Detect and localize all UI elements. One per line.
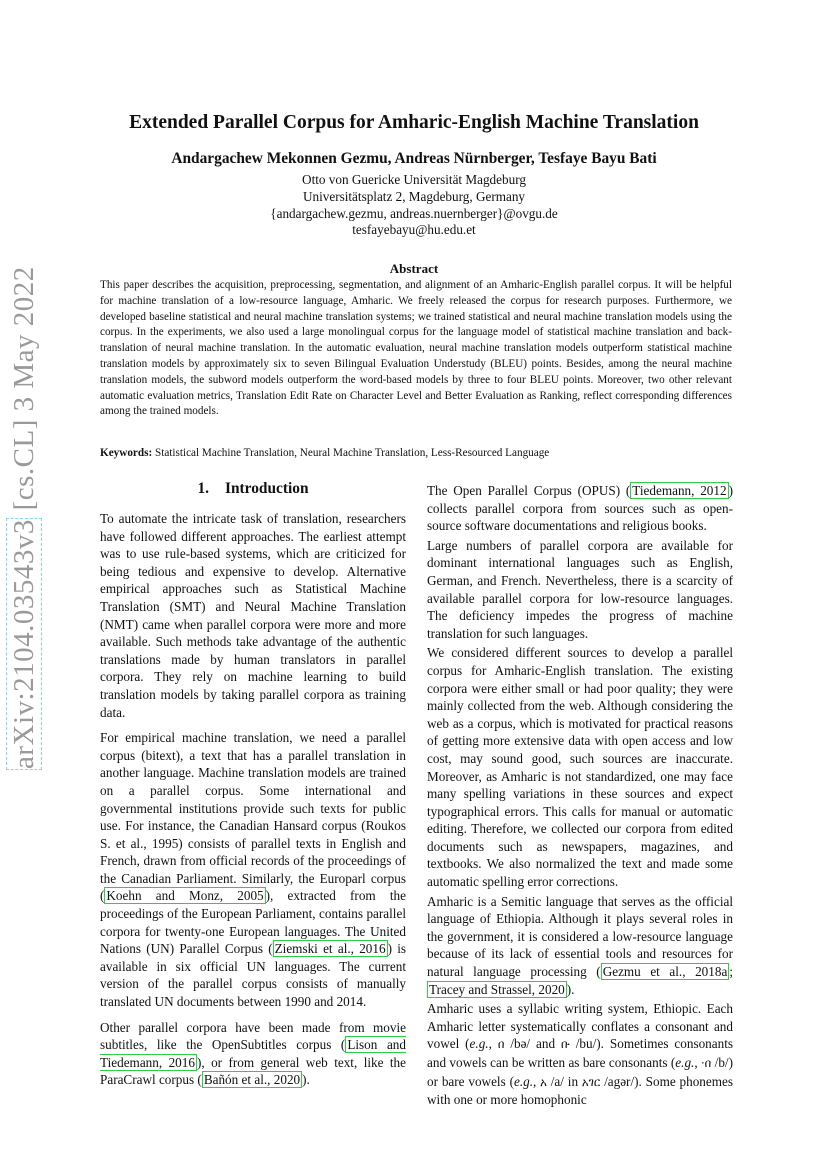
citation-link[interactable]: Bañón et al., 2020 [203, 1072, 301, 1088]
ethiopic-glyph: አ [540, 1074, 547, 1089]
paragraph [427, 1000, 733, 1109]
text-run: Amharic uses a syllabic writing system, Ethiopic. Each Amharic letter systematically conflates a consonant and vowel ( [427, 1001, 733, 1052]
text-run: /b/) or bare vowels ( [427, 1055, 733, 1089]
ethiopic-glyph: በ [497, 1037, 505, 1052]
paragraph [100, 729, 406, 1011]
paper-authors: Andargachew Mekonnen Gezmu, Andreas Nürnberger, Tesfaye Bayu Bati [171, 150, 657, 167]
affiliation-address: Universitätsplatz 2, Magdeburg, Germany [302, 189, 526, 204]
text-run: For empirical machine translation, we need a parallel corpus (bitext), a text that has a parallel translation in another language. Machine translation models are trained on a parallel corpus. Some international and governmental institutions provide such texts for public use. For instance, the Canadian Hansard corpus (Roukos S. et al., 1995) consists of parallel texts in English and French, drawn from official records of the proceedings of the Canadian Parliament. Similarly, the Europarl corpus ( [100, 730, 406, 904]
citation-link[interactable]: Lison and Tiedemann, 2016 [100, 1037, 406, 1070]
paragraph [427, 893, 733, 999]
text-run: /a/ in [546, 1073, 582, 1089]
arxiv-date: 3 May 2022 [8, 266, 40, 412]
citation-link[interactable]: Gezmu et al., 2018a [602, 964, 728, 980]
text-run: Amharic is a Semitic language that serves as the official language of Ethiopia. Although it plays several roles in the government, it is considered a low-resource language because of its lack of essential tools and resources for natural language processing ( [427, 893, 733, 980]
arxiv-category: [cs.CL] [8, 419, 40, 511]
section-number: 1. [197, 480, 209, 497]
text-run: ) collects parallel corpora from sources such as open-source software documentations and religious books. [427, 483, 733, 534]
keywords-text: Statistical Machine Translation, Neural Machine Translation, Less-Resourced Language [155, 447, 550, 459]
abstract-heading: Abstract [389, 261, 439, 276]
section-title: Introduction [225, 480, 309, 497]
affiliation-email-2: tesfayebayu@hu.edu.et [352, 222, 476, 237]
ethiopic-glyph: ·በ [701, 1056, 712, 1070]
citation-link[interactable]: Ziemski et al., 2016 [274, 941, 386, 957]
text-run: , [694, 1055, 702, 1070]
left-column [100, 510, 406, 1097]
arxiv-stamp [8, 266, 64, 770]
text-run: ; [729, 964, 733, 980]
text-run: ) is available in six official UN languages. The current version of the parallel corpus consists of manually translated UN documents between 1990 and 2014. [100, 941, 407, 1010]
ethiopic-word: አገር [581, 1074, 601, 1089]
text-run: Other parallel corpora have been made from movie subtitles, like the OpenSubtitles corpus ( [100, 1019, 406, 1053]
eg-italic: e.g. [513, 1073, 534, 1089]
text-run: , [488, 1036, 498, 1052]
affiliation-emails: {andargachew.gezmu, andreas.nuernberger}@ovgu.de [270, 206, 558, 221]
eg-italic: e.g. [469, 1036, 489, 1052]
right-column [427, 482, 733, 1111]
section-heading-introduction [100, 480, 406, 498]
text-run: The Open Parallel Corpus (OPUS) ( [427, 483, 631, 498]
paper-title: Extended Parallel Corpus for Amharic-English Machine Translation [129, 112, 699, 133]
citation-link[interactable]: Koehn and Monz, 2005 [106, 888, 264, 904]
keywords [100, 446, 732, 461]
text-run: , [533, 1073, 541, 1089]
citation-link[interactable]: Tiedemann, 2012 [632, 483, 727, 498]
abstract-text: This paper describes the acquisition, preprocessing, segmentation, and alignment of an Amharic-English parallel corpus. It will be helpful for machine translation of a low-resource language, Amharic. We freely released the corpus for research purposes. Furthermore, we developed baseline statistical and neural machine translation systems; we trained statistical and neural machine translation models using the corpus. In the experiments, we also used a large monolingual corpus for the language model of statistical machine translation and back-translation of neural machine translation. In the automatic evaluation, neural machine translation models outperform statistical machine translation models by approximately six to seven Bilingual Evaluation Understudy (BLEU) points. Besides, among the neural machine translation models, the subword models outperform the word-based models by three to four BLEU points. Moreover, two other relevant automatic evaluation metrics, Translation Edit Rate on Character Level and Better Evaluation as Ranking, reflect corresponding differences among the trained models. [100, 279, 732, 418]
text-run: /bə/ and [504, 1036, 561, 1052]
text-run: /bu/). Sometimes consonants and vowels can be written as bare consonants ( [427, 1036, 734, 1070]
paragraph [100, 1019, 406, 1089]
eg-italic: e.g. [675, 1055, 695, 1070]
ethiopic-glyph: ቡ [560, 1037, 570, 1052]
text-run: ), or from general web text, like the ParaCrawl corpus ( [100, 1054, 407, 1088]
paragraph [427, 482, 733, 535]
text-run: ). [566, 981, 575, 997]
paragraph: To automate the intricate task of translation, researchers have followed different approaches. The earliest attempt was to use rule-based systems, which are criticized for being tedious and expensive to develop. Alternative empirical approaches such as Statistical Machine Translation (SMT) and Neural Machine Translation (NMT) came when parallel corpora were more and more available. Such methods take advantage of the authentic translations made by human translators in parallel corpora. They rely on machine learning to build translation models by taking parallel corpora as training data. [100, 511, 406, 720]
text-run: ). [302, 1072, 310, 1088]
paragraph: We considered different sources to develop a parallel corpus for Amharic-English translation. The existing corpora were either small or had poor quality; they were mainly collected from the web. Although considering the web as a corpus, which is motivated for practical reasons of getting more extensive data with open access and low cost, may sound good, such sources are inaccurate. Moreover, as Amharic is not standardized, one may face many spelling variations in these sources and expect typographical errors. This calls for manual or automatic editing. Therefore, we collected our corpora from edited documents such as newspapers, magazines, and textbooks. We also normalized the text and made some automatic spelling error corrections. [427, 645, 733, 890]
arxiv-id-link[interactable]: arXiv:2104.03543v3 [8, 519, 40, 769]
affiliation-university: Otto von Guericke Universität Magdeburg [302, 172, 526, 187]
keywords-label: Keywords: [100, 447, 153, 459]
text-run: ), extracted from the proceedings of the European Parliament, contains parallel corpora for twenty-one European languages. The United Nations (UN) Parallel Corpus ( [100, 888, 406, 957]
paragraph: Large numbers of parallel corpora are available for dominant international languages such as English, German, and French. Nevertheless, there is a scarcity of available parallel corpora for low-resource languages. The deficiency impedes the progress of machine translation for such languages. [427, 537, 733, 641]
citation-link[interactable]: Tracey and Strassel, 2020 [429, 981, 565, 997]
text-run: /agər/). Some phonemes with one or more homophonic [427, 1073, 733, 1108]
